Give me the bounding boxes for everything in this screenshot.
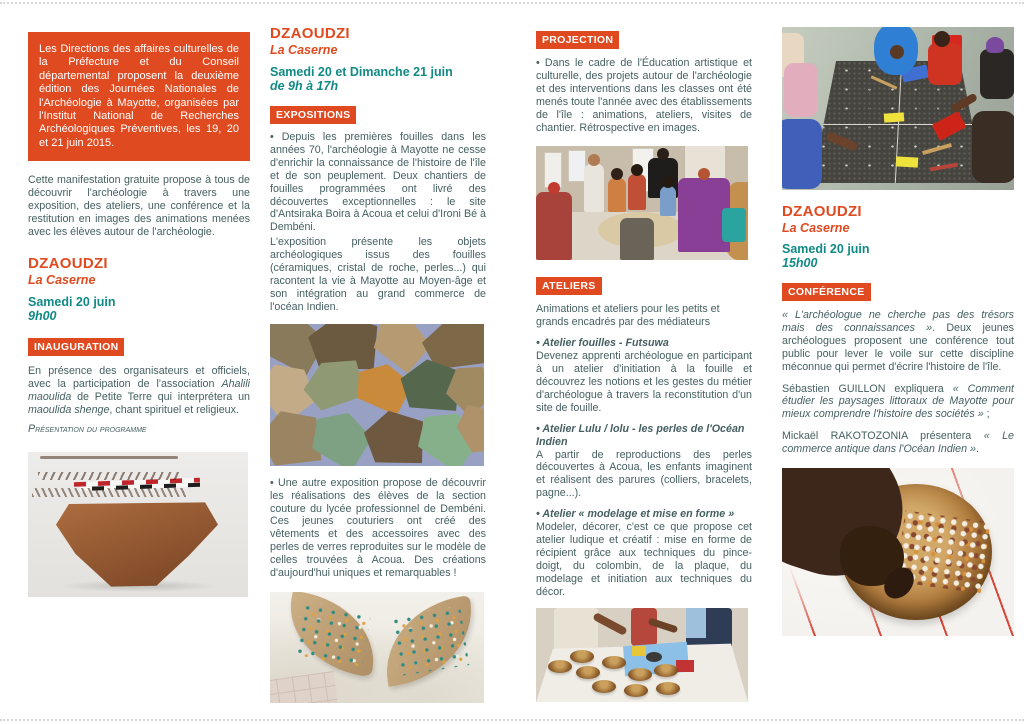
atelier-text: Modeler, décorer, c'est ce que propose cet atelier ludique et créatif : mise en forme de récipient grâce aux techniques du pince-doigt, du colombin, de la plaque, du modelage et initiation aux techniques du décor. — [536, 521, 752, 598]
photo-beaded-leaves — [270, 592, 484, 703]
photo-classroom — [536, 146, 748, 260]
photo-artifact — [28, 452, 248, 597]
section-badge-ateliers: ATELIERS — [536, 277, 602, 295]
speaker-topic: « Comment étudier les paysages littoraux de Mayotte pour mieux comprendre l'histoire des sociétés » — [782, 382, 1014, 421]
atelier-title: • Atelier « modelage et mise en forme » — [536, 508, 735, 521]
child-figure — [784, 63, 818, 117]
event-date: Samedi 20 et Dimanche 21 juin — [270, 65, 453, 79]
shirt — [686, 608, 706, 638]
event-venue: La Caserne — [782, 221, 850, 235]
event-city: DZAOUDZI — [28, 254, 108, 272]
text-segment-italic: Ahalili maoulida — [28, 377, 250, 403]
person-figure — [628, 174, 646, 210]
text-segment: , chant spirituel et religieux. — [109, 403, 239, 416]
yellow-label — [896, 156, 918, 167]
red-dustpan — [932, 111, 967, 141]
projection-paragraph: • Dans le cadre de l'Éducation artistique et culturelle, des projets autour de l'archéologie et des interventions dans les classes ont été menés toute l'année avec des établissements de l'île : animations, ateliers, visites de chantier. Rétrospective en images. — [536, 57, 752, 134]
text-segment: . — [975, 443, 979, 456]
tile-floor — [270, 671, 338, 703]
event-venue: La Caserne — [28, 272, 96, 287]
child-figure — [980, 49, 1014, 99]
yellow-label — [884, 112, 905, 122]
intro-box-text: Les Directions des affaires culturelles de la Préfecture et du Conseil départemental proposent la deuxième édition des Journées Nationales de l'Archéologie à Mayotte, organisées par l'Institut National de Recherches Archéologiques Préventives, les 19, 20 et 21 juin 2015. — [39, 43, 239, 149]
inauguration-paragraph — [28, 365, 250, 417]
badge-row — [536, 30, 752, 49]
atelier-title: • Atelier fouilles - Futsuwa — [536, 337, 669, 350]
conference-quote: « L'archéologue ne cherche pas des trésors mais des connaissances » — [782, 309, 1014, 334]
beaded-leaf — [280, 592, 383, 677]
child-figure — [782, 119, 822, 189]
child-figure — [928, 43, 962, 85]
expositions-paragraph-3: • Une autre exposition propose de découvrir les réalisations des élèves de la section couture du lycée professionnel de Dembéni. Ces jeunes couturiers ont créé des vêtements et des accessoires avec des perles de verres reproduites sur le modèle de celles trouvées à Acoua. Des créations d'aujourd'hui uniques et remarquables ! — [270, 476, 486, 580]
person-figure — [660, 186, 676, 216]
brush-stick — [922, 143, 952, 155]
event-time: de 9h à 17h — [270, 79, 339, 93]
conference-paragraph — [782, 309, 1014, 374]
purple-bonnet — [986, 37, 1004, 53]
badge-row — [782, 282, 1014, 301]
bottom-cut-line — [0, 719, 1024, 721]
speaker-paragraph — [782, 383, 1014, 422]
atelier-text: Devenez apprenti archéologue en participant à un atelier d'initiation à la fouille et découvrez les notions et les gestes du métier d'archéologue à travers la reconstitution d'un site de fouille. — [536, 350, 752, 414]
atelier-title: • Atelier Lulu / lolu - les perles de l'Océan Indien — [536, 422, 745, 448]
red-handle — [930, 163, 958, 172]
atelier-text: A partir de reproductions des perles découvertes à Acoua, les enfants imaginent et réalisent des parures (colliers, bracelets, pagne...). — [536, 448, 752, 500]
photo-bowls — [536, 608, 748, 702]
intro-box — [28, 32, 250, 161]
programme-footnote: Présentation du programme — [28, 423, 147, 436]
speaker-name: Sébastien GUILLON expliquera — [782, 382, 953, 395]
child-head — [934, 31, 950, 47]
photo-sandbox — [782, 27, 1014, 190]
yellow-card — [632, 646, 646, 656]
event-city: DZAOUDZI — [270, 25, 350, 42]
section-badge-conference: CONFÉRENCE — [782, 283, 871, 301]
speaker-paragraph — [782, 430, 1014, 456]
column-inauguration — [28, 0, 250, 597]
event-time: 9h00 — [28, 308, 57, 323]
beaded-leaf — [376, 595, 481, 687]
text-segment: de Petite Terre qui interprétera un — [71, 390, 250, 403]
event-time: 15h00 — [782, 256, 818, 270]
red-card — [676, 660, 694, 672]
badge-row — [536, 276, 752, 295]
photo-beads-bowl — [782, 468, 1014, 636]
column-conference — [782, 0, 1014, 636]
person-figure — [554, 608, 598, 650]
text-segment-italic: maoulida shenge — [28, 403, 110, 416]
person-figure — [536, 192, 572, 260]
person-figure — [620, 218, 654, 260]
person-figure — [631, 608, 657, 646]
pottery-fragment — [56, 502, 218, 588]
text-segment: En présence des organisateurs et officiels, avec la participation de l'association — [28, 364, 250, 390]
photo-shards — [270, 324, 484, 466]
child-face — [890, 45, 904, 59]
column-expositions — [270, 0, 486, 703]
pot-decor-band — [38, 472, 180, 480]
person-figure — [608, 178, 626, 212]
ateliers-intro: Animations et ateliers pour les petits et grands encadrés par des médiateurs — [536, 303, 720, 329]
section-badge-projection: PROJECTION — [536, 31, 619, 49]
pot-rim — [40, 456, 178, 459]
person-figure — [584, 164, 604, 212]
text-segment: . Deux jeunes archéologues proposent une conférence tout public pour lever le voile sur cette discipline méconnue qui permet d'écrire l'histoire de l'île. — [782, 321, 1014, 373]
pot-decor-band — [32, 488, 186, 497]
badge-row — [28, 337, 250, 356]
section-badge-inauguration: INAUGURATION — [28, 338, 124, 356]
event-venue: La Caserne — [270, 43, 338, 57]
brush-stick — [871, 75, 898, 89]
speaker-name: Mickaël RAKOTOZONIA présentera — [782, 430, 984, 443]
column-projection-ateliers — [536, 0, 752, 702]
event-city: DZAOUDZI — [782, 203, 862, 220]
text-segment: ; — [983, 408, 990, 421]
section-badge-expositions: EXPOSITIONS — [270, 106, 356, 124]
teal-chair — [722, 208, 746, 242]
badge-row — [270, 105, 486, 124]
intro-paragraph: Cette manifestation gratuite propose à tous de découvrir l'archéologie à travers une exposition, des ateliers, une conférence et la restitution en images des animations menées avec les élèves autour de l'archéologie. — [28, 174, 250, 238]
expositions-paragraph-1: • Depuis les premières fouilles dans les années 70, l'archéologie à Mayotte ne cesse d'enrichir la connaissance de l'histoire de l'île et de son peuplement. Deux chantiers de fouilles programmées ont livré des découvertes exceptionnelles : le site d'Antsiraka Boira à Acoua et celui d'Ironi Bé à Dembéni. — [270, 131, 486, 234]
event-date: Samedi 20 juin — [28, 294, 116, 309]
expositions-paragraph-2: L'exposition présente les objets archéologiques issus des fouilles (céramiques, cristal de roche, perles...) qui racontent la vie à Mayotte au Moyen-âge et son intégration au grand commerce de l'océan Indien. — [270, 236, 486, 313]
child-figure — [972, 111, 1014, 183]
speaker-topic: « Le commerce antique dans l'Océan Indien » — [782, 430, 1014, 456]
event-date: Samedi 20 juin — [782, 242, 870, 256]
